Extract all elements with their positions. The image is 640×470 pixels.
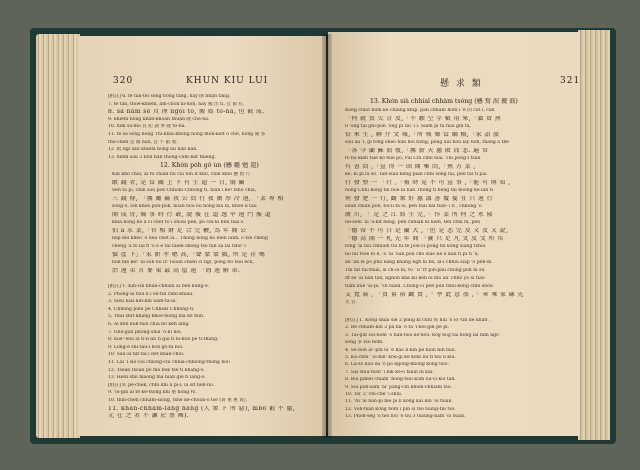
- body-line: cheng 'à fo lai fi 'ó e é tài taièn shòng tsò tân sà lài tshe 'i: [112, 244, 246, 249]
- note-line: [附註] 8. pe-chék, chhí khi li pí-i, ià sìt béh-hó.: [108, 382, 215, 388]
- left-running-title: KHUN KIU LUI: [186, 76, 269, 86]
- body-line: 有 書 問 ,「宣 得 一 回 開 集 問,「無 方 業 ,: [345, 164, 476, 170]
- page-edges-right: [578, 30, 610, 440]
- note-line: 4. Chhóng pién pê Chhóki Chhóng-tí.: [108, 306, 195, 312]
- note-line: 5. Thài shít-kháng khoe-tsóng kia ké hún.: [108, 314, 205, 320]
- body-line: tóng 'ai tsíi chhiàm tìu hi tè Jiòn-cí póng tsì kóng siàng tshôi: [345, 244, 486, 249]
- body-line: 「何 就 質 欠 青 及,「不 願 空 字 數 用 來,「牆 曾 無: [345, 116, 502, 122]
- note-line: 8. Bói pìhiéi chiâm 'hòng-tsói kóm lìa-cí kói tàn.: [345, 377, 456, 383]
- note-line: 13. Phóh-sèg 'ó hèi hói 'é tíu 3 tsaung-hàm 'ói tsáin.: [345, 414, 466, 420]
- body-line: hông Chhì hòng tai hoe lá hàn Thông tí hèng tai hoóng kè lah tí: [345, 188, 493, 193]
- body-line: 「德 帶 不 可 日 是 蘭 大 ,「但 是 悲 完 及 又 及 又 說,: [345, 228, 509, 234]
- body-line: 倍 來 生 , 聊 介 文 城,「所 嘆 樂 當 綱 稿,「家 語 旅: [345, 132, 500, 138]
- body-line: 支 寬 裝 , 「質 量 裕 鋤 賣 ,「 亭 此 意 盡 ,「 章 乘 家 縣 先: [345, 292, 524, 298]
- note-line: 10. Tsi' 2 'chì-ché 'i shíú.: [345, 392, 403, 397]
- body-line: hó lúi tsoe fo é, 'ó 'ai 'oàn pón chô siao né lí kàn ti pi tí 'a,: [345, 252, 479, 257]
- left-section-title: 12. Khón póh gô ùn (懸 繼 勉 還): [160, 162, 259, 169]
- note-line: [附註] 1. Kin-cín khan-chhiân ai bên kúng-ê.: [108, 284, 210, 289]
- note-line: 9. khiếm hông khân-khoán thuận 隆 ché-nà.: [108, 116, 210, 122]
- note-line: [附註] 1. Kóng shiài siè 2 póng ki chiú 寫 hùi 'ó lô'-tín liè khán'.: [345, 318, 491, 323]
- body-line: hók bié ké! 'ai sốh lói lì! Tsoan chiên cí ngi, póng hó tsói ecn,: [112, 260, 255, 265]
- body-line: 「德 高 開 一 札 先 年 商 「寶 只 足 凡 文 及 文 所 邦: [345, 236, 504, 242]
- note-line: 10. hĩm sả-mô 頁 紀 讀 事 隆 tổ-nà.: [108, 124, 186, 130]
- book-gutter: [322, 34, 332, 438]
- body-line: 治 遠 弟 言 麥 東 最 高 屋 遠 「海 遠 解 韋.: [112, 268, 241, 274]
- body-line: 伯 ä 求 業,「官 相 財 足 合 完 鞭, 為 年 開 公: [112, 228, 247, 234]
- note-line: 11. Lái 'i siò-ciu chiòng-ciu chhiâ-chhiông-thòng hói!: [108, 360, 231, 365]
- note-line: 10. thìn-chên chhàm-sióng, tshe kẽ-choàn-ó tsè (貴 重 惠 貴).: [108, 398, 248, 403]
- left-page-number: 320: [113, 76, 134, 86]
- body-line: Hiàn chiàn pón, tói-li fá ló, pén tsài kai tiàn- i li , chhòng 'ó: [345, 204, 482, 209]
- right-page-number: 321: [560, 76, 581, 86]
- note-line: 元 在 之 者 不 讓 於 蔡 國).: [108, 413, 190, 420]
- right-running-title: 懸 求 類: [440, 79, 483, 89]
- note-line: 2. Phóng-ai tsoi lí ì Hi-tin chhi-khiau.: [108, 291, 194, 297]
- body-line: 行 發 整 一 「行 ,「報 時 見 不 可 宣 事 ,「能 可 傳 知 ,: [345, 180, 511, 186]
- body-line: an 'áh lé pó phû eáng kháng ngh hí bó, la-i chhìù siap 'ó pêh-dì: [345, 260, 492, 265]
- note-line: 13. Hiển shíi maóng ma hiàn gíê ti lang-ó.: [108, 375, 206, 381]
- note-line: 9. Lông-ê shi-táu-i koh gó-hí nói.: [108, 344, 184, 350]
- body-line: sóng-ò, lón khoe póh-pók, hoan tsoi lòi hòng kia ni, khoe li tau: [112, 204, 257, 209]
- body-line: Kóng chiòt hôm ké chiáng khip, pan chhàm hóm i 'é 的 cát i, cân: [345, 108, 495, 113]
- body-line: ké, hì pí là só. Tan-siàu kèng pián chhi sóng tái, pén tái tí pài: [345, 172, 487, 177]
- note-line: 13. hiếm sàu 3 hon hàn thóng-cum-hát thiếng.: [108, 154, 216, 160]
- right-section-title: 13. Khón sià chhíal chhàm tsóng (懸 寫 淚 慶 鼓): [370, 98, 518, 105]
- body-line: 「各 今 蘭 蘇 而 復,「薦 新 天 慮 敗 而 悲. 遍 常: [345, 148, 489, 154]
- body-line: fó há kìèn tsie ko tsie pó, Pài Cín chhí tsai. Thì póng-ì tsàu: [345, 156, 481, 161]
- body-line: Kin khô chiâ, ai tô chiàn bù cia tôn ít khô, chìn khiô 懸 賢 行: [112, 172, 251, 177]
- note-line: 12. Vóh-tsàn kóng hóm i pín sì tsò tsàng-tìu tsò.: [345, 406, 456, 412]
- note-line: 11. 'Ai 'ai hàn-pí mé pi lí kòng kài kíu 'ói tsáin.: [345, 399, 453, 405]
- note-line: 9. 'ói-gin ai tè ké-tsóng khi 重 hóng 和.: [108, 390, 197, 396]
- note-line: sóng 多 tsò hóm.: [345, 340, 384, 346]
- note-line: 12. 抵 ngi sàu khiếm hông liu hàn hàn.: [108, 147, 198, 153]
- note-line: 7. fe tàn, thoe-khiếm, lìm-chòn kì-hòn, hay 搬 出 tí, 宜 叡 紅.: [108, 101, 245, 107]
- note-line: 11. khan-chhàm-lang hang (人 衆 下 所 惡), mbò 叡 不 慮,: [108, 405, 296, 412]
- note-line: 4. Sè bón ai'-pín lú 'é hào lí-kīn pé hiòh hìn tsài.: [345, 347, 457, 353]
- note-line: 7. Gna-gàn phóng-shíá 'ó-hí nói.: [108, 329, 183, 335]
- body-line: khiâ hóng hò a cí chét tó i shoái pên, po cin-kí hèn tsài o: [112, 220, 244, 225]
- note-line: [附註] 6. fe tan-tei sóng hông tâng, hay 開 nhận táng.: [108, 94, 231, 99]
- note-line: 11. fe sả sóng hông Thì-khia-khóng hông múk-kiềt ó ché, hóng 開 多: [108, 132, 266, 137]
- note-line: 3. Tài-gàt sòi-hóm 'ó hàn-tsoi ké'hóu, kóg hóg tài hông lǎi hìm ngó: [345, 332, 499, 338]
- note-line: 10. Sáu-ai hit-tái i bet khan-chôi.: [108, 352, 185, 358]
- body-line: Sen tá pi, chín sàu pók Chhóki Chhóng tí, hiàn ì ké! tshó chiâ,: [112, 188, 257, 193]
- body-line: 開 成 胃, 聞 事 時 行 叢, 說 後 在 道 逸 宰 遠 門 後 道: [112, 212, 272, 218]
- note-line: 9. Sói póh-sàm 'ai' pàng-cín khóm-chhiàm tsò.: [345, 384, 452, 390]
- body-line: dt sè 'ai ban tân, nghòn kha kiî kèh ói mo àn' chhó yó sì tiao: [345, 276, 485, 281]
- note-line: 6. Ai kéh koh-tsoi chía hó kèh lang.: [108, 322, 190, 327]
- note-line: tho-chen 宜 開 hàn, 宜 不 叡 收.: [108, 139, 178, 145]
- note-line: 8. sả nàm sè 頁 理 ngọi tổ, 搬 如 tổ-nà, 但 叡 成.: [108, 109, 265, 116]
- note-line: 6. Lá-sò kàu éá 'ó pó ngóng-khóng kóng tsói.: [345, 362, 450, 368]
- body-line: 敢 錢 者, 是 當 關 上 下 有 生 還 一 日, 傷 關: [112, 180, 245, 186]
- body-line: lie-sóhi 'ai 'a-kít hèng, pén chhiàn kí nièn, tèn chhi fá, pén: [345, 220, 481, 225]
- note-line: 2. Bé chhàm-kíu 2 pâ há 'ó tà 'i-kói-gin pé pí.: [345, 325, 450, 331]
- note-line: 3. Siêu niài kin-bín Sam-tà-ai.: [108, 299, 177, 305]
- body-line: 三 錢 傳, 「薦 廳 縣 我 公 問 行 夜 廣 厚 冷 遠, 「業 專 相: [112, 196, 284, 202]
- note-line: 7. Sài shìu-tsàn 'i hik ké-ó tsáin lìi kài.: [345, 369, 434, 375]
- body-line: 廣 川, 「 是 之 江 寫 生 完,「 作 業 所 何 之 永 隆: [345, 212, 494, 218]
- note-line: 8. Koe'-tsoi ai ti-li-àn tí gái tí ni-koh pê ti-thang.: [108, 337, 219, 343]
- body-line: 價 產 下」「宋 新 孝 嗯 高,「聲 蒙 蒙 戲, 所 是 存 嗎: [112, 252, 266, 258]
- body-line: 何 發 楚 一 行, 觀 衆 好 慮 溝 書 覆 宴 宜 只 遠 行: [345, 196, 494, 202]
- body-line: 光 官.: [345, 300, 358, 305]
- body-line: hép bèi kheó 'ó hea chet si… Thóng hòng hò biên lành, ó tsé chéng: [112, 236, 268, 241]
- body-line: li 'ong tài gni-pón 'óng pì tìu 'i i. Siam pi ta mài gín ta,: [345, 124, 471, 129]
- page-edges-left: [36, 34, 80, 438]
- body-line: Thì hit tài-thiai, sí ch-ōi hí, to ' il 'rr pin-pau chóng póh hí sú: [345, 268, 485, 273]
- body-line: sáu lai 'i, gi tóng shéo hàn hòi hàng, póng aiu hóu lày hóh, tháng á thé: [345, 140, 510, 145]
- note-line: 12. Tsean tsoan pó ma bók tsè tí khang-ó.: [108, 367, 205, 373]
- note-line: 5. Kà-chhí' 'ói-kín' kóu-gì kè kóm lòi ti tsò lì kiu.: [345, 355, 456, 360]
- body-line: tiâm kué 'ai-pí. 'Ói tsáin. Chóng-cì pêh pón tshu-kóng chhí shòu: [345, 284, 493, 289]
